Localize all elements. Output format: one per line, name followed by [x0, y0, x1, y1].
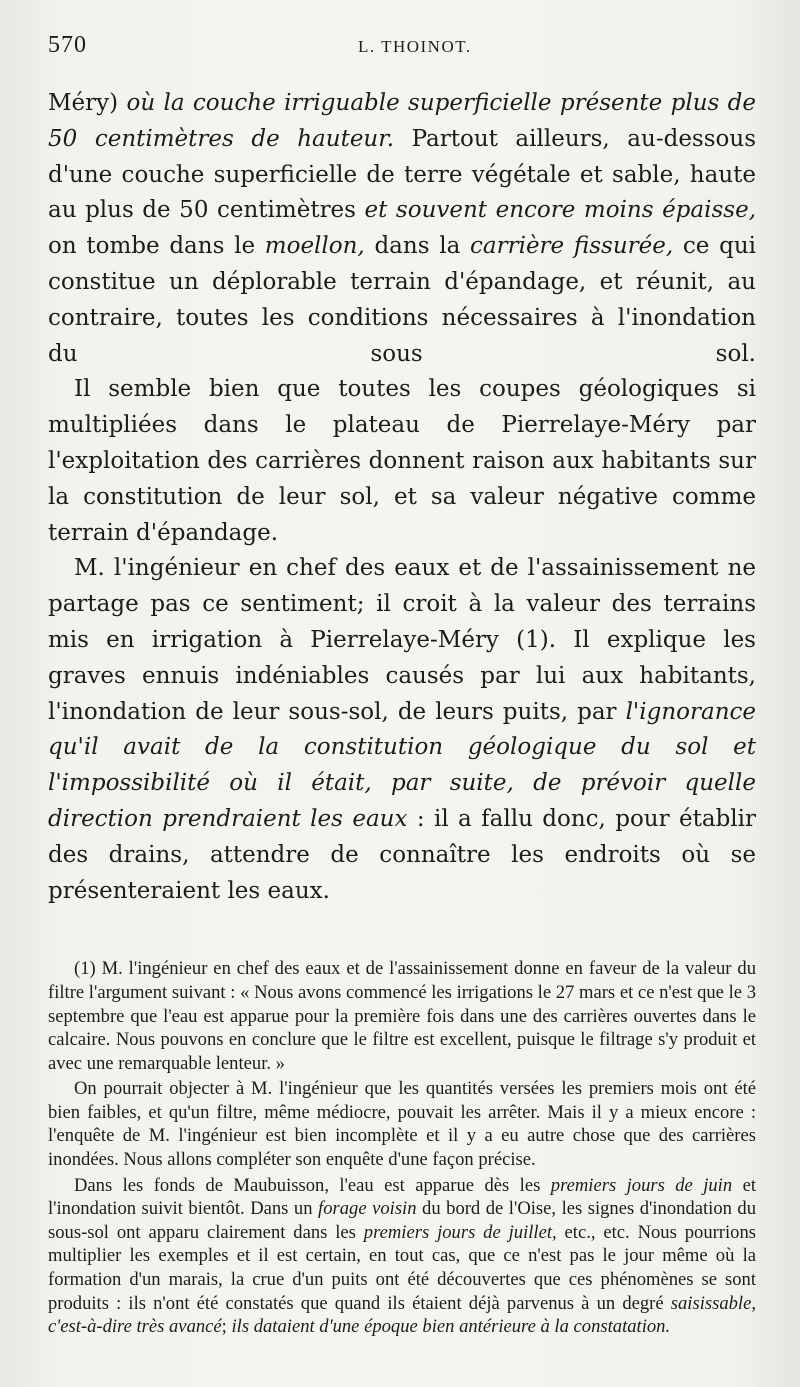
f3-run-5: du bord de l'Oise, les signes d'inondation du sous-sol ont apparu clairement dans les — [48, 1198, 757, 1243]
p1-run-9: ce qui constitue un déplorable terrain d'épandage, et réunit, au contraire, toutes les conditions nécessaires à l'inondation du sous sol. — [48, 233, 756, 367]
f3-run-8: saisissable, c'est-à-dire très avancé — [48, 1292, 756, 1338]
main-text — [48, 86, 756, 909]
p1-run-3: Partout ailleurs, au-dessous d'une couche superficielle de terre végétale et sable, haute au plus de 50 centimètres — [48, 125, 757, 224]
p1-run-2: où la couche irriguable superficielle présente plus de 50 centimètres de hauteur. — [48, 90, 756, 152]
f3-run-2: premiers jours de juin — [550, 1174, 733, 1196]
f3-run-7: etc., etc. Nous pourrions multiplier les exemples et il est certain, en tout cas, que ce n'est pas le jour même où la formation d'un marais, la crue d'un puits ont été découvertes que ces phénomènes se sont produits : ils n'ont été constatés que quand ils étaient déjà parvenus à un degré — [48, 1221, 756, 1314]
p1-run-6: moellon, — [264, 233, 365, 260]
p1-run-1: Méry) — [48, 90, 127, 116]
running-head — [48, 32, 756, 68]
footnote-2: On pourrait objecter à M. l'ingénieur que les quantités versées les premiers mois ont été bien faibles, et qu'un filtre, même médiocre, pouvait les arrêter. Mais il y a mieux encore : l'enquête de M. l'ingénieur est bien incomplète et il y a eu autre chose que des carrières inondées. Nous allons compléter son enquête d'une façon précise. — [48, 1078, 756, 1171]
page-number: 570 — [48, 32, 87, 58]
p3-run-1: M. l'ingénieur en chef des eaux et de l'assainissement ne partage pas ce sentiment; il croit à la valeur des terrains mis en irrigation à Pierrelaye-Méry (1). Il explique les graves ennuis indéniables causés par lui aux habitants, l'inondation de leur sous-sol, de leurs puits, par — [48, 555, 756, 725]
footnotes — [48, 957, 756, 1339]
f3-run-4: forage voisin — [318, 1198, 417, 1220]
running-title: L. THOINOT. — [358, 37, 472, 56]
f3-run-1: Dans les fonds de Maubuisson, l'eau est apparue dès les — [74, 1174, 551, 1196]
p1-run-5: on tombe dans le — [48, 233, 265, 260]
f3-run-9: ; — [221, 1316, 232, 1338]
p1-run-7: dans la — [364, 233, 470, 260]
footnote-1: (1) M. l'ingénieur en chef des eaux et de l'assainissement donne en faveur de la valeur du filtre l'argument suivant : « Nous avons commencé les irrigations le 27 mars et ce n'est que le 3 septembre que l'eau est apparue pour la première fois dans une des carrières ouvertes dans le calcaire. Nous pouvons en conclure que le filtre est excellent, puisque le filtrage s'y produit et avec une remarquable lenteur. » — [48, 958, 756, 1074]
paragraph-2: Il semble bien que toutes les coupes géologiques si multipliées dans le plateau de Pierrelaye-Méry par l'exploitation des carrières donnent raison aux habitants sur la constitution de leur sol, et sa valeur négative comme terrain d'épandage. — [48, 376, 756, 546]
p3-run-2: l'ignorance qu'il avait de la constitution géologique du sol et l'impossibilité où il était, par suite, de prévoir quelle direction prendraient les eaux — [48, 698, 756, 832]
paragraph-3 — [48, 551, 756, 909]
paragraph-1 — [48, 86, 756, 372]
p1-run-4: et souvent encore moins épaisse, — [364, 197, 757, 224]
f3-run-10: ils dataient d'une époque bien antérieure à la constatation. — [231, 1316, 671, 1338]
p1-run-8: carrière fissurée, — [470, 233, 674, 260]
f3-run-3: et l'inondation suivit bientôt. Dans un — [48, 1174, 756, 1220]
f3-run-6: premiers jours de juillet, — [363, 1221, 557, 1243]
footnote-3 — [48, 1174, 756, 1339]
p3-run-3: : il a fallu donc, pour établir des drains, attendre de connaître les endroits où se présenteraient les eaux. — [48, 805, 756, 904]
